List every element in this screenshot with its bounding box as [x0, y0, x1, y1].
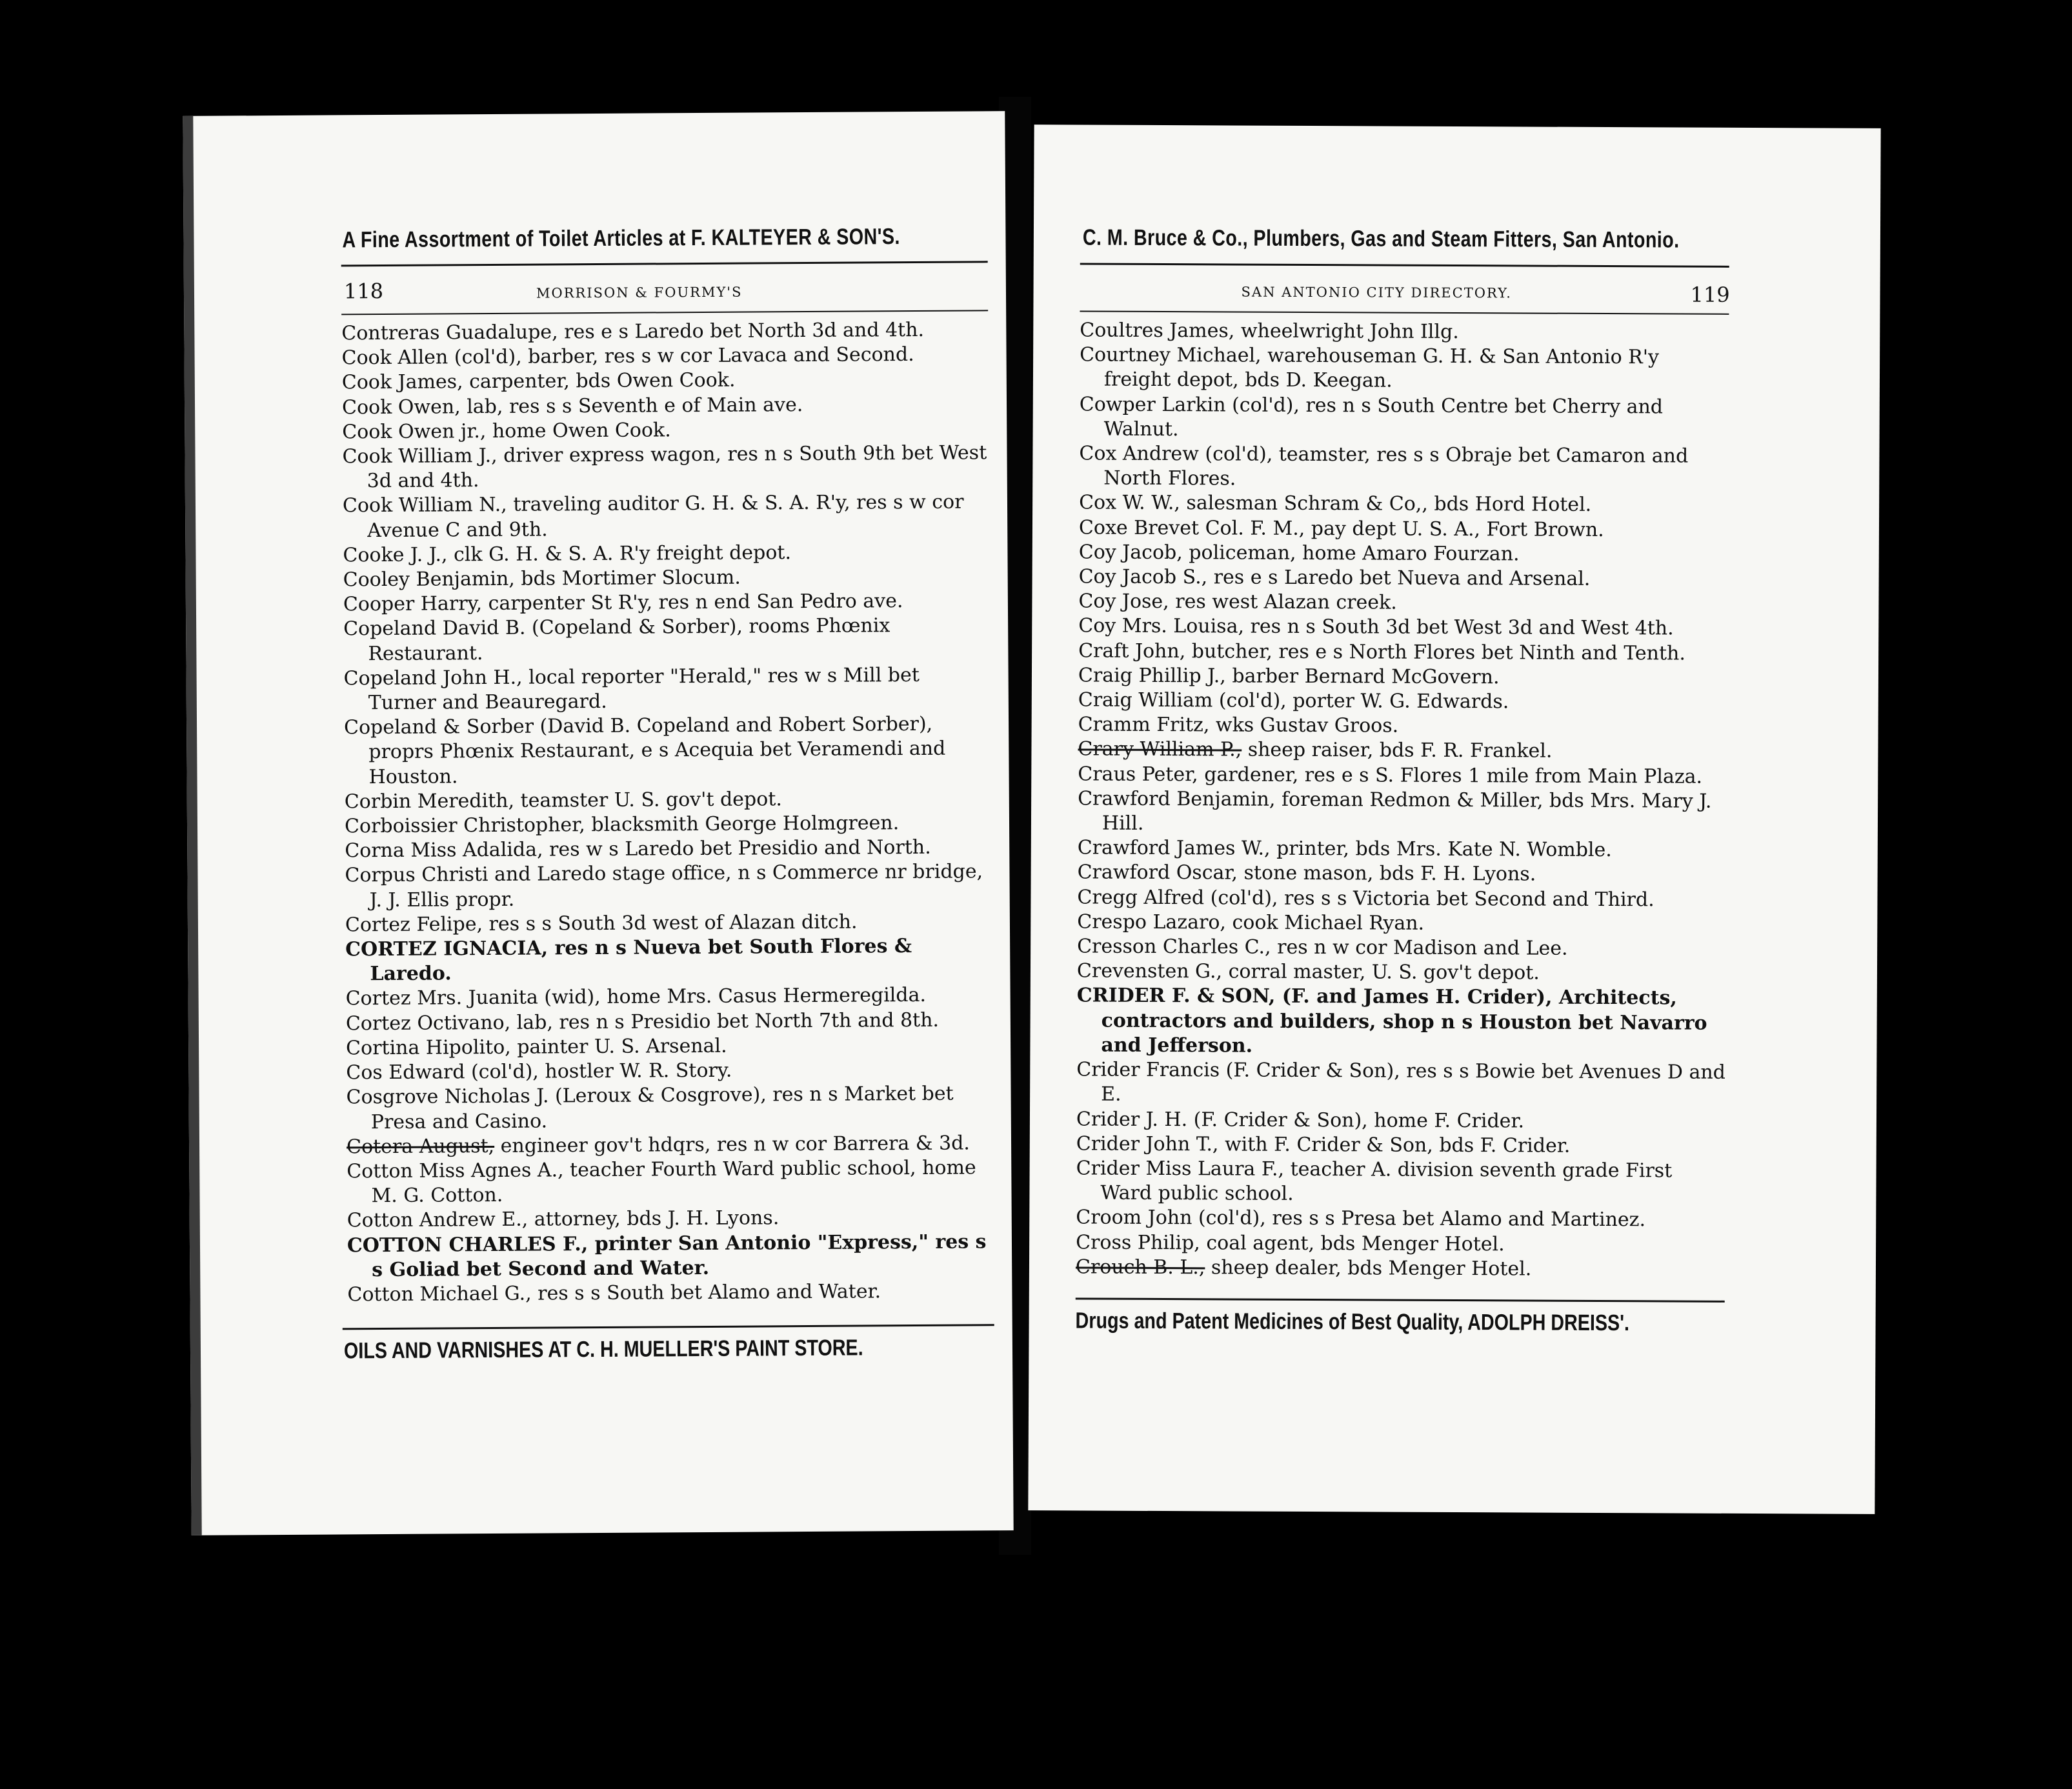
- page-number: 119: [1690, 282, 1730, 307]
- directory-entry: Cotton Miss Agnes A., teacher Fourth Ward public school, home M. G. Cotton.: [347, 1156, 976, 1208]
- entry-remainder: sheep dealer, bds Menger Hotel.: [1205, 1256, 1532, 1281]
- footer-rule: [343, 1324, 994, 1330]
- directory-entry: Copeland John H., local reporter "Herald," res w s Mill bet Turner and Beauregard.: [343, 663, 920, 715]
- directory-entry: Crespo Lazaro, cook Michael Ryan.: [1077, 910, 1425, 935]
- directory-entry: Cotton Michael G., res s s South bet Alamo and Water.: [347, 1280, 881, 1306]
- directory-entry: Coy Mrs. Louisa, res n s South 3d bet West 3d and West 4th.: [1078, 614, 1674, 640]
- directory-entry: [347, 1131, 992, 1159]
- directory-entry: Contreras Guadalupe, res e s Laredo bet North 3d and 4th.: [341, 318, 925, 345]
- directory-entry: Crider Miss Laura F., teacher A. division seventh grade First Ward public school.: [1076, 1157, 1673, 1206]
- directory-entry: Cook William J., driver express wagon, res n s South 9th bet West 3d and 4th.: [342, 441, 987, 493]
- header-advertisement: A Fine Assortment of Toilet Articles at F. KALTEYER & SON'S.: [342, 224, 900, 253]
- directory-entry: Corboissier Christopher, blacksmith George Holmgreen.: [344, 812, 900, 838]
- directory-entry: Craus Peter, gardener, res e s S. Flores 1 mile from Main Plaza.: [1078, 763, 1703, 788]
- directory-entry: Cortez Mrs. Juanita (wid), home Mrs. Casus Hermeregilda.: [345, 984, 927, 1010]
- directory-entry: Coxe Brevet Col. F. M., pay dept U. S. A., Fort Brown.: [1078, 516, 1604, 541]
- directory-entry: Corpus Christi and Laredo stage office, n s Commerce nr bridge, J. J. Ellis propr.: [345, 860, 983, 912]
- directory-entry: Craig Phillip J., barber Bernard McGovern.: [1078, 664, 1500, 689]
- directory-entry: CRIDER F. & SON, (F. and James H. Crider), Architects, contractors and builders, shop n s Houston bet Navarro and Jefferson.: [1076, 984, 1707, 1057]
- directory-entry: Crawford Oscar, stone mason, bds F. H. Lyons.: [1077, 861, 1536, 886]
- entry-remainder: sheep raiser, bds F. R. Frankel.: [1242, 739, 1553, 763]
- running-head-rule: [341, 310, 988, 315]
- directory-entries: [1076, 318, 1729, 1282]
- directory-entry: Corna Miss Adalida, res w s Laredo bet Presidio and North.: [345, 836, 931, 863]
- directory-entry: Craft John, butcher, res e s North Flores bet Ninth and Tenth.: [1078, 639, 1686, 665]
- directory-entry: Craig William (col'd), porter W. G. Edwards.: [1078, 688, 1509, 714]
- directory-entry: Crider J. H. (F. Crider & Son), home F. Crider.: [1076, 1107, 1525, 1132]
- directory-entry: Cramm Fritz, wks Gustav Groos.: [1078, 713, 1399, 737]
- directory-entry: [1076, 1255, 1725, 1283]
- header-rule: [341, 261, 988, 266]
- running-head: SAN ANTONIO CITY DIRECTORY.: [1241, 284, 1513, 301]
- directory-entry: Crawford James W., printer, bds Mrs. Kate N. Womble.: [1077, 836, 1612, 862]
- directory-entry: Cosgrove Nicholas J. (Leroux & Cosgrove), res n s Market bet Presa and Casino.: [346, 1082, 954, 1134]
- directory-entry: Copeland David B. (Copeland & Sorber), rooms Phœnix Restaurant.: [343, 614, 890, 665]
- directory-entry: Cortez Octivano, lab, res n s Presidio bet North 7th and 8th.: [345, 1008, 940, 1035]
- directory-entry: Cotton Andrew E., attorney, bds J. H. Lyons.: [347, 1206, 780, 1232]
- directory-entry: Cresson Charles C., res n w cor Madison and Lee.: [1077, 935, 1568, 960]
- directory-entry: Cooke J. J., clk G. H. & S. A. R'y freight depot.: [343, 541, 792, 567]
- running-head: MORRISON & FOURMY'S: [536, 284, 743, 301]
- directory-entry: Crider Francis (F. Crider & Son), res s s Bowie bet Avenues D and E.: [1076, 1058, 1725, 1106]
- directory-entry: Cortez Felipe, res s s South 3d west of Alazan ditch.: [345, 910, 858, 937]
- directory-entry: COTTON CHARLES F., printer San Antonio "Express," res s s Goliad bet Second and Water.: [347, 1230, 987, 1281]
- footer-rule: [1076, 1297, 1725, 1302]
- directory-entry: Cortina Hipolito, painter U. S. Arsenal.: [346, 1034, 727, 1060]
- directory-entry: [1078, 737, 1727, 765]
- directory-entry: CORTEZ IGNACIA, res n s Nueva bet South Flores & Laredo.: [345, 935, 912, 986]
- struck-name: Crouch B. L.,: [1075, 1255, 1205, 1279]
- directory-entry: Cos Edward (col'd), hostler W. R. Story.: [346, 1059, 732, 1084]
- directory-entry: Cox Andrew (col'd), teamster, res s s Obraje bet Camaron and North Flores.: [1079, 442, 1689, 490]
- directory-entry: Cook William N., traveling auditor G. H. & S. A. R'y, res s w cor Avenue C and 9th.: [342, 490, 964, 542]
- directory-entry: Crawford Benjamin, foreman Redmon & Miller, bds Mrs. Mary J. Hill.: [1078, 787, 1712, 835]
- directory-entry: Copeland & Sorber (David B. Copeland and Robert Sorber), proprs Phœnix Restaurant, e s Acequia bet Veramendi and Houston.: [343, 713, 946, 788]
- directory-entry: Courtney Michael, warehouseman G. H. & San Antonio R'y freight depot, bds D. Keegan.: [1080, 343, 1660, 392]
- footer-advertisement: Drugs and Patent Medicines of Best Quality, ADOLPH DREISS'.: [1075, 1308, 1630, 1336]
- directory-entry: Crevensten G., corral master, U. S. gov't depot.: [1076, 959, 1540, 984]
- directory-entry: Cook Owen, lab, res s s Seventh e of Main ave.: [341, 393, 803, 419]
- directory-entry: Cowper Larkin (col'd), res n s South Centre bet Cherry and Walnut.: [1079, 393, 1664, 441]
- directory-entry: Cooper Harry, carpenter St R'y, res n end San Pedro ave.: [343, 590, 903, 616]
- directory-entry: Coy Jacob, policeman, home Amaro Fourzan.: [1078, 541, 1520, 566]
- directory-entry: Cregg Alfred (col'd), res s s Victoria bet Second and Third.: [1077, 886, 1655, 912]
- entry-remainder: engineer gov't hdqrs, res n w cor Barrera & 3d.: [494, 1132, 970, 1157]
- footer-advertisement: OILS AND VARNISHES AT C. H. MUELLER'S PAINT STORE.: [343, 1335, 863, 1364]
- directory-entry: Cox W. W., salesman Schram & Co,, bds Hord Hotel.: [1079, 491, 1592, 517]
- directory-entry: Corbin Meredith, teamster U. S. gov't depot.: [344, 788, 782, 814]
- directory-entry: Cook Owen jr., home Owen Cook.: [342, 419, 671, 444]
- directory-entry: Coy Jacob S., res e s Laredo bet Nueva and Arsenal.: [1078, 565, 1591, 590]
- directory-entry: Cooley Benjamin, bds Mortimer Slocum.: [343, 566, 741, 592]
- struck-name: Crary William P.,: [1078, 737, 1242, 762]
- directory-entry: Cross Philip, coal agent, bds Menger Hotel.: [1076, 1230, 1505, 1255]
- directory-entry: Crider John T., with F. Crider & Son, bds F. Crider.: [1076, 1132, 1571, 1157]
- directory-entry: Coultres James, wheelwright John Illg.: [1080, 319, 1459, 344]
- directory-entries: [341, 317, 992, 1307]
- directory-entry: Croom John (col'd), res s s Presa bet Alamo and Martinez.: [1076, 1206, 1646, 1232]
- directory-entry: Coy Jose, res west Alazan creek.: [1078, 590, 1397, 614]
- header-advertisement: C. M. Bruce & Co., Plumbers, Gas and Steam Fitters, San Antonio.: [1082, 225, 1680, 253]
- page-number: 118: [343, 279, 384, 304]
- struck-name: Cotera August,: [346, 1134, 495, 1159]
- left-page: [183, 111, 1013, 1535]
- directory-entry: Cook James, carpenter, bds Owen Cook.: [341, 369, 736, 394]
- running-head-rule: [1080, 310, 1729, 314]
- right-page: [1028, 125, 1880, 1514]
- header-rule: [1080, 263, 1729, 267]
- directory-entry: Cook Allen (col'd), barber, res s w cor Lavaca and Second.: [341, 343, 914, 370]
